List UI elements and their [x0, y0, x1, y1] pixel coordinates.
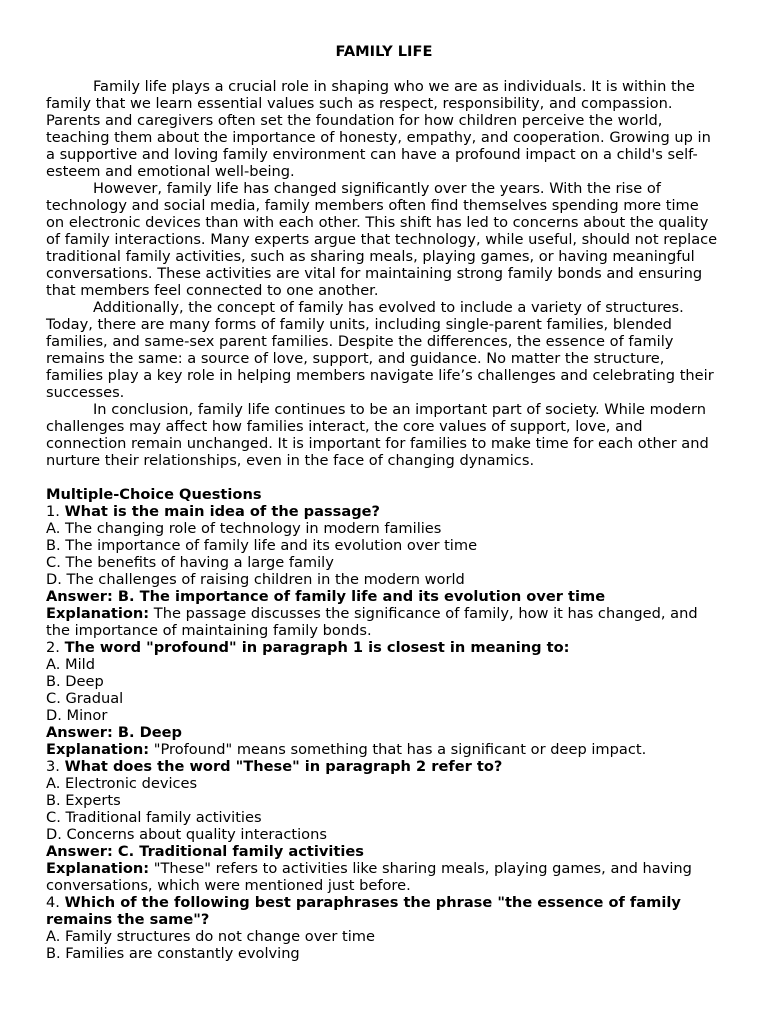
- option-b: B. The importance of family life and its evolution over time: [46, 537, 478, 554]
- option-b: B. Deep: [46, 673, 104, 690]
- explanation-1: [46, 605, 720, 639]
- option-a: A. Electronic devices: [46, 775, 198, 792]
- question-4: [46, 894, 720, 928]
- explanation-text: "These" refers to activities like sharing meals, playing games, and having conversations, which were mentioned just before.: [46, 860, 692, 894]
- option-d: D. Concerns about quality interactions: [46, 826, 327, 843]
- paragraph-3: Additionally, the concept of family has evolved to include a variety of structures. Today, there are many forms of family units, including single-parent families, blended families, and same-sex parent families. Despite the differences, the essence of family remains the same: a source of love, support, and guidance. No matter the structure, families play a key role in helping members navigate life’s challenges and celebrating their successes.: [46, 299, 714, 401]
- explanation-2: [46, 741, 720, 758]
- answer-label: Answer:: [46, 588, 113, 605]
- option-b: B. Experts: [46, 792, 121, 809]
- question-number: 3.: [46, 758, 60, 775]
- option-b: B. Families are constantly evolving: [46, 945, 300, 962]
- paragraph-2: However, family life has changed significantly over the years. With the rise of technology and social media, family members often find themselves spending more time on electronic devices than with each other. This shift has led to concerns about the quality of family interactions. Many experts argue that technology, while useful, should not replace traditional family activities, such as sharing meals, playing games, or having meaningful conversations. These activities are vital for maintaining strong family bonds and ensuring that members feel connected to one another.: [46, 180, 718, 299]
- answer-3: [46, 843, 720, 860]
- question-number: 1.: [46, 503, 60, 520]
- option-d: D. Minor: [46, 707, 108, 724]
- answer-text: C. Traditional family activities: [117, 843, 364, 860]
- question-text: The word "profound" in paragraph 1 is closest in meaning to:: [64, 639, 570, 656]
- question-number: 2.: [46, 639, 60, 656]
- answer-2: [46, 724, 720, 741]
- option-a: A. Mild: [46, 656, 95, 673]
- paragraph-1: Family life plays a crucial role in shaping who we are as individuals. It is within the family that we learn essential values such as respect, responsibility, and compassion. Parents and caregivers often set the foundation for how children perceive the world, teaching them about the importance of honesty, empathy, and cooperation. Growing up in a supportive and loving family environment can have a profound impact on a child's self-esteem and emotional well-being.: [46, 78, 711, 180]
- mcq-heading: Multiple-Choice Questions: [46, 486, 262, 503]
- explanation-label: Explanation:: [46, 741, 150, 758]
- section-spacer: [46, 469, 720, 486]
- question-text: What does the word "These" in paragraph 2 refer to?: [64, 758, 503, 775]
- explanation-text: "Profound" means something that has a significant or deep impact.: [153, 741, 647, 758]
- answer-label: Answer:: [46, 843, 113, 860]
- explanation-text: The passage discusses the significance of family, how it has changed, and the importance of maintaining family bonds.: [46, 605, 698, 639]
- option-c: C. Traditional family activities: [46, 809, 262, 826]
- question-1: [46, 503, 720, 520]
- option-a: A. The changing role of technology in modern families: [46, 520, 442, 537]
- answer-text: B. Deep: [117, 724, 182, 741]
- answer-label: Answer:: [46, 724, 113, 741]
- paragraph-4: In conclusion, family life continues to be an important part of society. While modern challenges may affect how families interact, the core values of support, love, and connection remain unchanged. It is important for families to make time for each other and nurture their relationships, even in the face of changing dynamics.: [46, 401, 709, 469]
- question-2: [46, 639, 720, 656]
- option-a: A. Family structures do not change over time: [46, 928, 375, 945]
- document-title: FAMILY LIFE: [335, 43, 433, 60]
- explanation-3: [46, 860, 720, 894]
- question-3: [46, 758, 720, 775]
- answer-1: [46, 588, 720, 605]
- question-text: What is the main idea of the passage?: [64, 503, 381, 520]
- option-c: C. The benefits of having a large family: [46, 554, 334, 571]
- explanation-label: Explanation:: [46, 605, 150, 622]
- explanation-label: Explanation:: [46, 860, 150, 877]
- option-d: D. The challenges of raising children in the modern world: [46, 571, 465, 588]
- answer-text: B. The importance of family life and its evolution over time: [117, 588, 606, 605]
- option-c: C. Gradual: [46, 690, 124, 707]
- question-text: Which of the following best paraphrases the phrase "the essence of family remains the same"?: [46, 894, 681, 928]
- question-number: 4.: [46, 894, 60, 911]
